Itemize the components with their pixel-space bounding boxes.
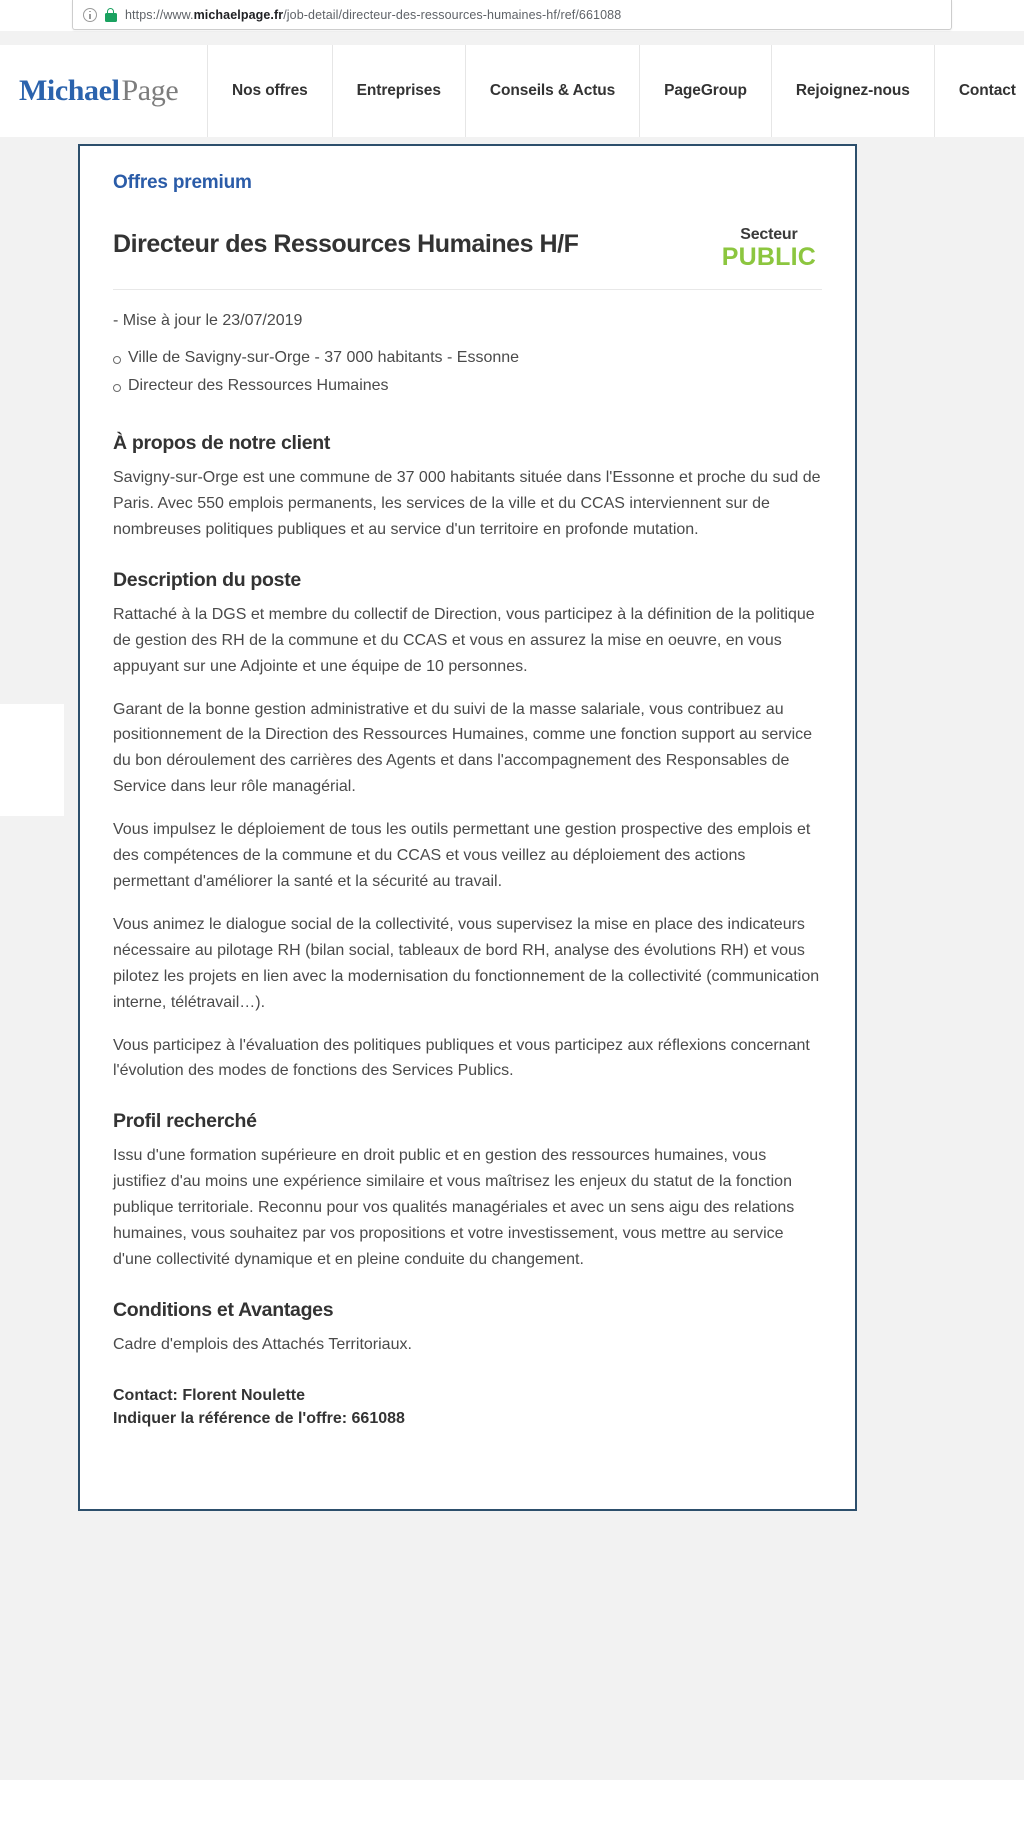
updated-date: - Mise à jour le 23/07/2019 [113, 312, 303, 330]
page-bottom-white [0, 1780, 1024, 1827]
site-logo[interactable] [0, 45, 207, 137]
url-host: michaelpage.fr [193, 7, 284, 22]
nav-item-entreprises[interactable]: Entreprises [332, 45, 465, 137]
paragraph: Issu d'une formation supérieure en droit public et en gestion des ressources humaines, vous justifiez d'au moins une expérience similaire et vous maîtrisez les enjeux du statut de la fonction publique territoriale. Reconnu pour vos qualités managériales et avec un sens aigu des relations humaines, vous souhaitez par vos propositions et votre investissement, vous mettre au service d'une collectivité dynamique et en pleine conduite du changement. [113, 1147, 795, 1268]
section-a-propos-client [113, 432, 822, 543]
paragraph: Savigny-sur-Orge est une commune de 37 000 habitants située dans l'Essonne et proche du sud de Paris. Avec 550 emplois permanents, les services de la ville et du CCAS interviennent sur de nombreuses politiques publiques et au service d'un territoire en profonde mutation. [113, 469, 821, 538]
paragraph: Garant de la bonne gestion administrative et du suivi de la masse salariale, vous contribuez au positionnement de la Direction des Ressources Humaines, comme une fonction support au service du bon déroulement des carrières des Agents et dans l'accompagnement des Responsables de Service dans leur rôle managérial. [113, 700, 813, 796]
site-header [0, 45, 1024, 137]
address-bar[interactable] [72, 0, 952, 30]
logo-michael: Michael [19, 74, 120, 107]
job-detail-card [78, 144, 857, 1511]
paragraph: Vous participez à l'évaluation des politiques publiques et vous participez aux réflexions concernant l'évolution des modes de fonctions des Services Publics. [113, 1036, 810, 1080]
section-conditions-avantages [113, 1299, 822, 1358]
url-prefix: https://www. [125, 7, 194, 22]
paragraph: Vous impulsez le déploiement de tous les outils permettant une gestion prospective des emplois et des compétences de la commune et du CCAS et vous veillez au déploiement des actions permettant d'améliorer la santé et la sécurité au travail. [113, 821, 811, 890]
url-path: /job-detail/directeur-des-ressources-humaines-hf/ref/661088 [283, 7, 622, 22]
section-description-poste [113, 569, 822, 1085]
sector-logo-line2: PUBLIC [721, 242, 816, 271]
nav-item-pagegroup[interactable]: PageGroup [639, 45, 771, 137]
paragraph: Rattaché à la DGS et membre du collectif de Direction, vous participez à la définition de la politique de gestion des RH de la commune et du CCAS et vous en assurez la mise en oeuvre, en vous appuyant sur une Adjointe et une équipe de 10 personnes. [113, 605, 815, 675]
paragraph: Vous animez le dialogue social de la collectivité, vous supervisez la mise en place des indicateurs nécessaire au pilotage RH (bilan social, tableaux de bord RH, analyse des évolutions RH) et vous pilotez les projets en lien avec la modernisation du fonctionnement de la collectivité (communication interne, télétravail…). [113, 915, 820, 1011]
premium-badge: Offres premium [113, 172, 252, 193]
section-title: Conditions et Avantages [113, 1298, 334, 1321]
page-title: Directeur des Ressources Humaines H/F [113, 230, 579, 258]
section-title: Profil recherché [113, 1110, 257, 1133]
browser-chrome [0, 0, 1024, 31]
job-meta-list [113, 350, 822, 406]
job-title-row [113, 224, 822, 290]
section-title: Description du poste [113, 568, 301, 591]
contact-block [113, 1384, 822, 1430]
sector-public-logo [722, 224, 822, 271]
info-icon[interactable] [83, 8, 97, 22]
section-profil-recherche [113, 1110, 822, 1273]
contact-name: Contact: Florent Noulette [113, 1386, 305, 1404]
list-item: Directeur des Ressources Humaines [113, 378, 822, 406]
logo-page: Page [121, 74, 179, 107]
left-margin-overlay [0, 704, 64, 816]
offer-reference: Indiquer la référence de l'offre: 661088 [113, 1409, 405, 1427]
main-nav [207, 45, 1024, 137]
url-text [125, 8, 621, 22]
nav-item-nos-offres[interactable]: Nos offres [207, 45, 332, 137]
lock-icon[interactable] [104, 8, 117, 22]
nav-item-rejoignez-nous[interactable]: Rejoignez-nous [771, 45, 934, 137]
sector-logo-line1: Secteur [740, 226, 798, 243]
nav-item-conseils-actus[interactable]: Conseils & Actus [465, 45, 639, 137]
list-item: Ville de Savigny-sur-Orge - 37 000 habitants - Essonne [113, 350, 822, 378]
nav-item-contact[interactable]: Contact [934, 45, 1024, 137]
section-title: À propos de notre client [113, 432, 331, 455]
paragraph: Cadre d'emplois des Attachés Territoriaux. [113, 1335, 412, 1353]
